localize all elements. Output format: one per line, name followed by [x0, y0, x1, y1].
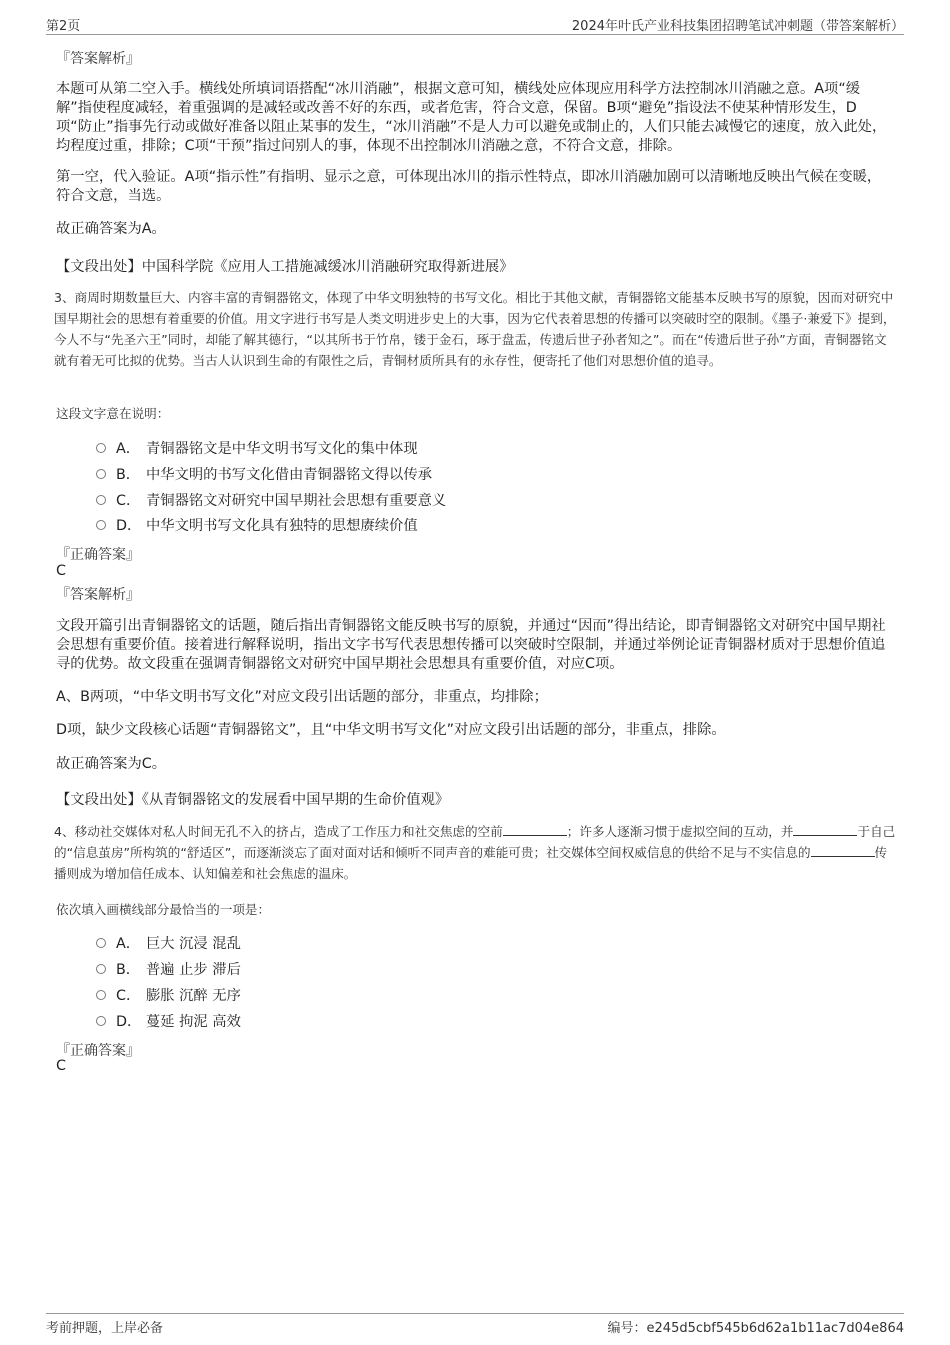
question-3-prompt: 这段文字意在说明：: [56, 406, 170, 421]
option-d[interactable]: D． 蔓延 拘泥 高效: [96, 1011, 241, 1031]
analysis-label: 『答案解析』: [56, 587, 140, 603]
analysis-paragraph: A、B两项，“中华文明书写文化”对应文段引出话题的部分，非重点，均排除；: [56, 689, 548, 705]
question-3-text: 3、商周时期数量巨大、内容丰富的青铜器铭文，体现了中华文明独特的书写文化。相比于其他文献，青铜器铭文能基本反映书写的原貌，因而对研究中国早期社会的思想有着重要的价值。用文字进行书写是人类文明进步史上的大事，因为它代表着思想的传播可以突破时空的限制。《墨子·兼爱下》提到，今人不与“先圣六王”同时，却能了解其德行，“以其所书于竹帛，镂于金石，琢于盘盂，传遗后世子孙者知之”。而在“传遗后世子孙”方面，青铜器铭文就有着无可比拟的优势。当古人认识到生命的有限性之后，青铜材质所具有的永存性，便寄托了他们对思想价值的追寻。: [54, 290, 896, 368]
option-b[interactable]: B． 中华文明的书写文化借由青铜器铭文得以传承: [96, 464, 432, 484]
analysis-label: 『答案解析』: [56, 51, 140, 67]
answer-conclusion: 故正确答案为A。: [56, 221, 166, 237]
radio-button[interactable]: [96, 469, 106, 479]
fill-blank: [793, 823, 857, 836]
radio-button[interactable]: [96, 520, 106, 530]
option-a[interactable]: A． 巨大 沉浸 混乱: [96, 933, 241, 953]
radio-button[interactable]: [96, 990, 106, 1000]
option-a[interactable]: A． 青铜器铭文是中华文明书写文化的集中体现: [96, 438, 418, 458]
analysis-paragraph: 第一空，代入验证。A项“指示性”有指明、显示之意，可体现出冰川的指示性特点，即冰川消融加剧可以清晰地反映出气候在变暖，符合文意，当选。: [56, 169, 882, 204]
page-header: [46, 14, 904, 35]
correct-answer: C: [56, 1058, 66, 1074]
correct-answer-label: 『正确答案』: [56, 1043, 140, 1059]
question-4-text: 4、移动社交媒体对私人时间无孔不入的挤占，造成了工作压力和社交焦虑的空前 ；许多人逐渐习惯于虚拟空间的互动，并 于自己的“信息茧房”所构筑的“舒适区”，而逐渐淡忘了面对面对话和倾听不同声音的难能可贵；社交媒体空间权威信息的供给不足与不实信息的 传播则成为增加信任成本、认知偏差和社会焦虑的温床。: [54, 824, 896, 881]
page-number: 第2页: [46, 19, 81, 34]
correct-answer: C: [56, 563, 66, 579]
option-c[interactable]: C． 青铜器铭文对研究中国早期社会思想有重要意义: [96, 490, 446, 510]
option-b[interactable]: B． 普遍 止步 滞后: [96, 959, 241, 979]
footer-slogan: 考前押题，上岸必备: [46, 1321, 164, 1336]
source-citation: 【文段出处】中国科学院《应用人工措施减缓冰川消融研究取得新进展》: [56, 259, 514, 275]
answer-conclusion: 故正确答案为C。: [56, 756, 167, 772]
source-citation: 【文段出处】《从青铜器铭文的发展看中国早期的生命价值观》: [56, 792, 450, 808]
fill-blank: [503, 823, 567, 836]
analysis-paragraph: D项，缺少文段核心话题“青铜器铭文”，且“中华文明书写文化”对应文段引出话题的部分，非重点，排除。: [56, 722, 726, 738]
page-footer: [46, 1313, 904, 1336]
option-d[interactable]: D． 中华文明书写文化具有独特的思想赓续价值: [96, 515, 418, 535]
radio-button[interactable]: [96, 495, 106, 505]
option-c[interactable]: C． 膨胀 沉醉 无序: [96, 985, 241, 1005]
document-code: 编号：e245d5cbf545b6d62a1b11ac7d04e864: [607, 1321, 904, 1336]
question-4-prompt: 依次填入画横线部分最恰当的一项是：: [56, 902, 271, 917]
correct-answer-label: 『正确答案』: [56, 547, 140, 563]
fill-blank: [811, 844, 875, 857]
radio-button[interactable]: [96, 938, 106, 948]
analysis-paragraph: 文段开篇引出青铜器铭文的话题，随后指出青铜器铭文能反映书写的原貌，并通过“因而”得出结论，即青铜器铭文对研究中国早期社会思想有重要价值。接着进行解释说明，指出文字书写代表思想传播可以突破时空限制，并通过举例论证青铜器材质对于思想价值追寻的优势。故文段重在强调青铜器铭文对研究中国早期社会思想具有重要价值，对应C项。: [56, 618, 886, 672]
radio-button[interactable]: [96, 964, 106, 974]
radio-button[interactable]: [96, 443, 106, 453]
analysis-paragraph: 本题可从第二空入手。横线处所填词语搭配“冰川消融”，根据文意可知，横线处应体现应用科学方法控制冰川消融之意。A项“缓解”指使程度减轻，着重强调的是减轻或改善不好的东西，或者危害，符合文意，保留。B项“避免”指设法不使某种情形发生，D项“防止”指事先行动或做好准备以阻止某事的发生，“冰川消融”不是人力可以避免或制止的，人们只能去减慢它的速度，放入此处，均程度过重，排除；C项“干预”指过问别人的事，体现不出控制冰川消融之意，不符合文意，排除。: [56, 81, 887, 154]
radio-button[interactable]: [96, 1016, 106, 1026]
document-title: 2024年叶氏产业科技集团招聘笔试冲刺题（带答案解析）: [571, 19, 904, 34]
